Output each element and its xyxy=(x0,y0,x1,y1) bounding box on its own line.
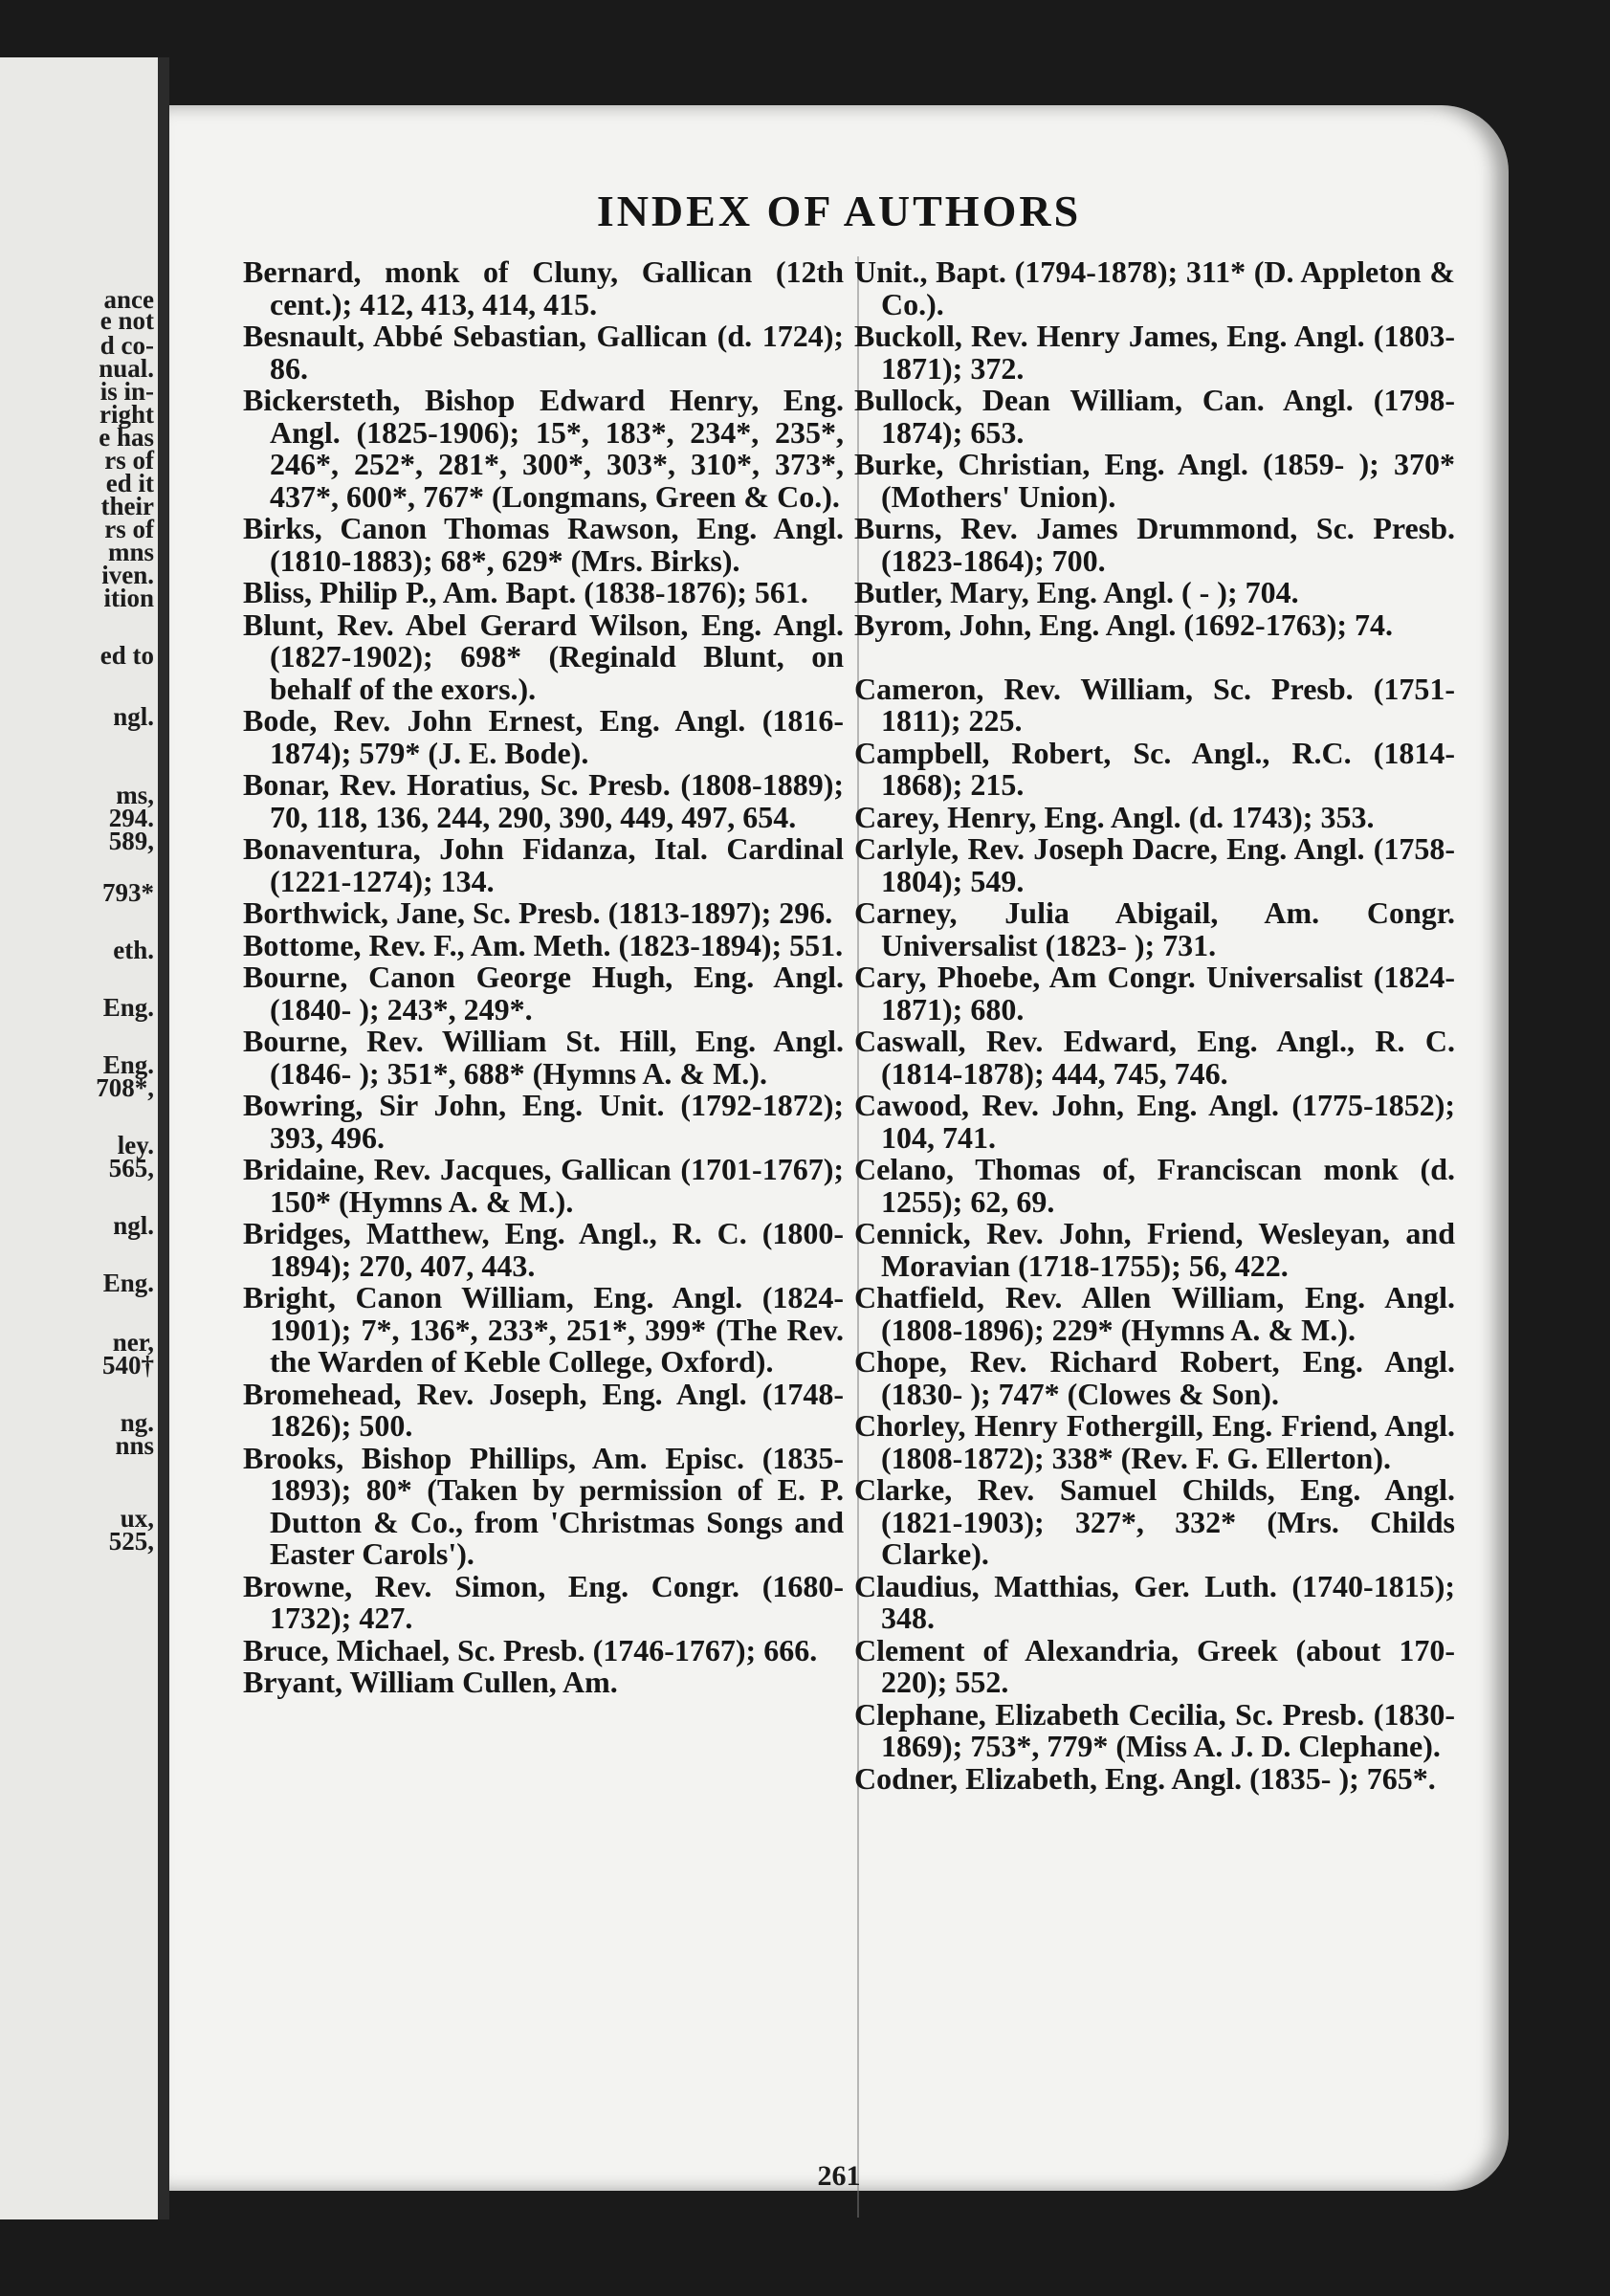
index-entry: Blunt, Rev. Abel Gerard Wilson, Eng. Angl. (1827-1902); 698* (Reginald Blunt, on behalf of the exors.). xyxy=(243,607,844,706)
index-entry: Byrom, John, Eng. Angl. (1692-1763); 74. xyxy=(854,607,1394,642)
index-entry: Bowring, Sir John, Eng. Unit. (1792-1872); 393, 496. xyxy=(243,1088,844,1155)
index-entry: Cameron, Rev. William, Sc. Presb. (1751-1811); 225. xyxy=(854,671,1455,738)
facing-page-text: Eng. xyxy=(102,1050,154,1079)
facing-page-fragment xyxy=(0,57,158,2219)
index-entry: Unit., Bapt. (1794-1878); 311* (D. Appleton & Co.). xyxy=(854,254,1455,321)
facing-page-text: eth. xyxy=(113,936,154,964)
facing-page-text: ngl. xyxy=(113,1211,154,1240)
index-entry: Carney, Julia Abigail, Am. Congr. Universalist (1823- ); 731. xyxy=(854,895,1455,962)
index-entry: Bullock, Dean William, Can. Angl. (1798-1874); 653. xyxy=(854,383,1455,450)
facing-page-text: 294. xyxy=(108,804,154,832)
index-entry: Bright, Canon William, Eng. Angl. (1824-1901); 7*, 136*, 233*, 251*, 399* (The Rev. the Warden of Keble College, Oxford). xyxy=(243,1280,844,1379)
facing-page-text: Eng. xyxy=(102,993,154,1022)
facing-page-text: nns xyxy=(115,1431,154,1460)
page-number: 261 xyxy=(817,2160,861,2192)
book-gutter xyxy=(158,57,169,2219)
index-column-right xyxy=(854,254,1455,1796)
facing-page-text: 589, xyxy=(108,827,154,855)
index-entry: Bernard, monk of Cluny, Gallican (12th cent.); 412, 413, 414, 415. xyxy=(243,254,844,321)
index-entry: Codner, Elizabeth, Eng. Angl. (1835- ); 765*. xyxy=(854,1760,1436,1796)
index-entry: Buckoll, Rev. Henry James, Eng. Angl. (1803-1871); 372. xyxy=(854,319,1455,386)
facing-page-text: 565, xyxy=(108,1154,154,1182)
index-entry: Bottome, Rev. F., Am. Meth. (1823-1894); 551. xyxy=(243,927,844,962)
facing-page-text: d co- xyxy=(99,331,154,360)
page-title: INDEX OF AUTHORS xyxy=(596,187,1082,235)
index-entry: Cennick, Rev. John, Friend, Wesleyan, and Moravian (1718-1755); 56, 422. xyxy=(854,1216,1455,1283)
index-entry: Birks, Canon Thomas Rawson, Eng. Angl. (1810-1883); 68*, 629* (Mrs. Birks). xyxy=(243,511,844,578)
facing-page-text: ng. xyxy=(120,1408,154,1437)
facing-page-text: ance xyxy=(103,285,154,314)
index-entry: Carey, Henry, Eng. Angl. (d. 1743); 353. xyxy=(854,799,1375,834)
facing-page-text: right xyxy=(99,400,154,429)
facing-page-text: ed to xyxy=(99,641,154,670)
index-entry: Campbell, Robert, Sc. Angl., R.C. (1814-1868); 215. xyxy=(854,735,1455,802)
index-column-left xyxy=(243,256,893,1699)
index-entry: Bridaine, Rev. Jacques, Gallican (1701-1767); 150* (Hymns A. & M.). xyxy=(243,1152,844,1219)
index-entry: Cary, Phoebe, Am Congr. Universalist (1824-1871); 680. xyxy=(854,960,1455,1027)
facing-page-text: ed it xyxy=(105,469,154,497)
index-entry: Cawood, Rev. John, Eng. Angl. (1775-1852); 104, 741. xyxy=(854,1088,1455,1155)
facing-page-text: Eng. xyxy=(102,1269,154,1297)
facing-page-text: ner, xyxy=(112,1328,154,1357)
facing-page-text: their xyxy=(100,492,154,520)
index-entry: Burns, Rev. James Drummond, Sc. Presb. (1823-1864); 700. xyxy=(854,511,1455,578)
index-entry: Bonar, Rev. Horatius, Sc. Presb. (1808-1889); 70, 118, 136, 244, 290, 390, 449, 497, 654. xyxy=(243,767,844,834)
facing-page-text: e has xyxy=(99,423,154,452)
facing-page-text: ms, xyxy=(116,781,154,809)
facing-page-text: rs of xyxy=(104,446,154,475)
facing-page-text: iven. xyxy=(101,561,154,589)
index-entry: Clarke, Rev. Samuel Childs, Eng. Angl. (1821-1903); 327*, 332* (Mrs. Childs Clarke). xyxy=(854,1472,1455,1571)
facing-page-text: ition xyxy=(103,584,154,612)
index-entry: Bliss, Philip P., Am. Bapt. (1838-1876); 561. xyxy=(243,575,808,609)
index-entry: Besnault, Abbé Sebastian, Gallican (d. 1724); 86. xyxy=(243,319,844,386)
index-entry: Burke, Christian, Eng. Angl. (1859- ); 370* (Mothers' Union). xyxy=(854,447,1455,514)
index-entry: Bromehead, Rev. Joseph, Eng. Angl. (1748-1826); 500. xyxy=(243,1376,844,1443)
facing-page-text: rs of xyxy=(104,515,154,543)
index-entry: Browne, Rev. Simon, Eng. Congr. (1680-1732); 427. xyxy=(243,1568,844,1635)
index-entry: Bryant, William Cullen, Am. xyxy=(243,1665,618,1699)
index-entry: Bonaventura, John Fidanza, Ital. Cardinal (1221-1274); 134. xyxy=(243,831,844,898)
index-entry: Celano, Thomas of, Franciscan monk (d. 1255); 62, 69. xyxy=(854,1152,1455,1219)
facing-page-text: ngl. xyxy=(113,702,154,731)
index-entry: Caswall, Rev. Edward, Eng. Angl., R. C. (1814-1878); 444, 745, 746. xyxy=(854,1024,1455,1091)
index-entry: Butler, Mary, Eng. Angl. ( - ); 704. xyxy=(854,575,1299,609)
index-entry: Bickersteth, Bishop Edward Henry, Eng. Angl. (1825-1906); 15*, 183*, 234*, 235*, 246*, 252*, 281*, 300*, 303*, 310*, 373*, 437*, 600*, 767* (Longmans, Green & Co.). xyxy=(243,383,844,514)
book-page xyxy=(169,105,1509,2191)
facing-page-text: 525, xyxy=(108,1527,154,1556)
facing-page-text: nual. xyxy=(99,354,154,383)
facing-page-text: mns xyxy=(107,538,154,566)
facing-page-text: 540† xyxy=(102,1351,154,1380)
index-entry: Borthwick, Jane, Sc. Presb. (1813-1897); 296. xyxy=(243,895,833,930)
facing-page-text: 793* xyxy=(102,878,154,907)
section-gap xyxy=(854,641,1433,673)
index-entry: Clement of Alexandria, Greek (about 170-220); 552. xyxy=(854,1632,1455,1699)
index-entry: Bourne, Canon George Hugh, Eng. Angl. (1840- ); 243*, 249*. xyxy=(243,960,844,1027)
facing-page-text: ux, xyxy=(120,1504,154,1533)
facing-page-text: ley. xyxy=(117,1131,154,1159)
index-entry: Carlyle, Rev. Joseph Dacre, Eng. Angl. (1758-1804); 549. xyxy=(854,831,1455,898)
index-entry: Chorley, Henry Fothergill, Eng. Friend, Angl. (1808-1872); 338* (Rev. F. G. Ellerton). xyxy=(854,1408,1455,1475)
index-entry: Chope, Rev. Richard Robert, Eng. Angl. (1830- ); 747* (Clowes & Son). xyxy=(854,1344,1455,1411)
index-entry: Bourne, Rev. William St. Hill, Eng. Angl. (1846- ); 351*, 688* (Hymns A. & M.). xyxy=(243,1024,844,1091)
index-entry: Bode, Rev. John Ernest, Eng. Angl. (1816-1874); 579* (J. E. Bode). xyxy=(243,703,844,770)
facing-page-text: is in- xyxy=(99,377,154,406)
index-entry: Claudius, Matthias, Ger. Luth. (1740-1815); 348. xyxy=(854,1568,1455,1635)
index-entry: Bruce, Michael, Sc. Presb. (1746-1767); 666. xyxy=(243,1632,818,1667)
index-entry: Clephane, Elizabeth Cecilia, Sc. Presb. (1830-1869); 753*, 779* (Miss A. J. D. Clephane). xyxy=(854,1696,1455,1763)
facing-page-text: 708*, xyxy=(96,1073,154,1102)
index-entry: Chatfield, Rev. Allen William, Eng. Angl. (1808-1896); 229* (Hymns A. & M.). xyxy=(854,1280,1455,1347)
facing-page-text: e not xyxy=(99,306,154,335)
index-entry: Bridges, Matthew, Eng. Angl., R. C. (1800-1894); 270, 407, 443. xyxy=(243,1216,844,1283)
index-entry: Brooks, Bishop Phillips, Am. Episc. (1835-1893); 80* (Taken by permission of E. P. Dutton & Co., from 'Christmas Songs and Easter Carols'). xyxy=(243,1440,844,1571)
